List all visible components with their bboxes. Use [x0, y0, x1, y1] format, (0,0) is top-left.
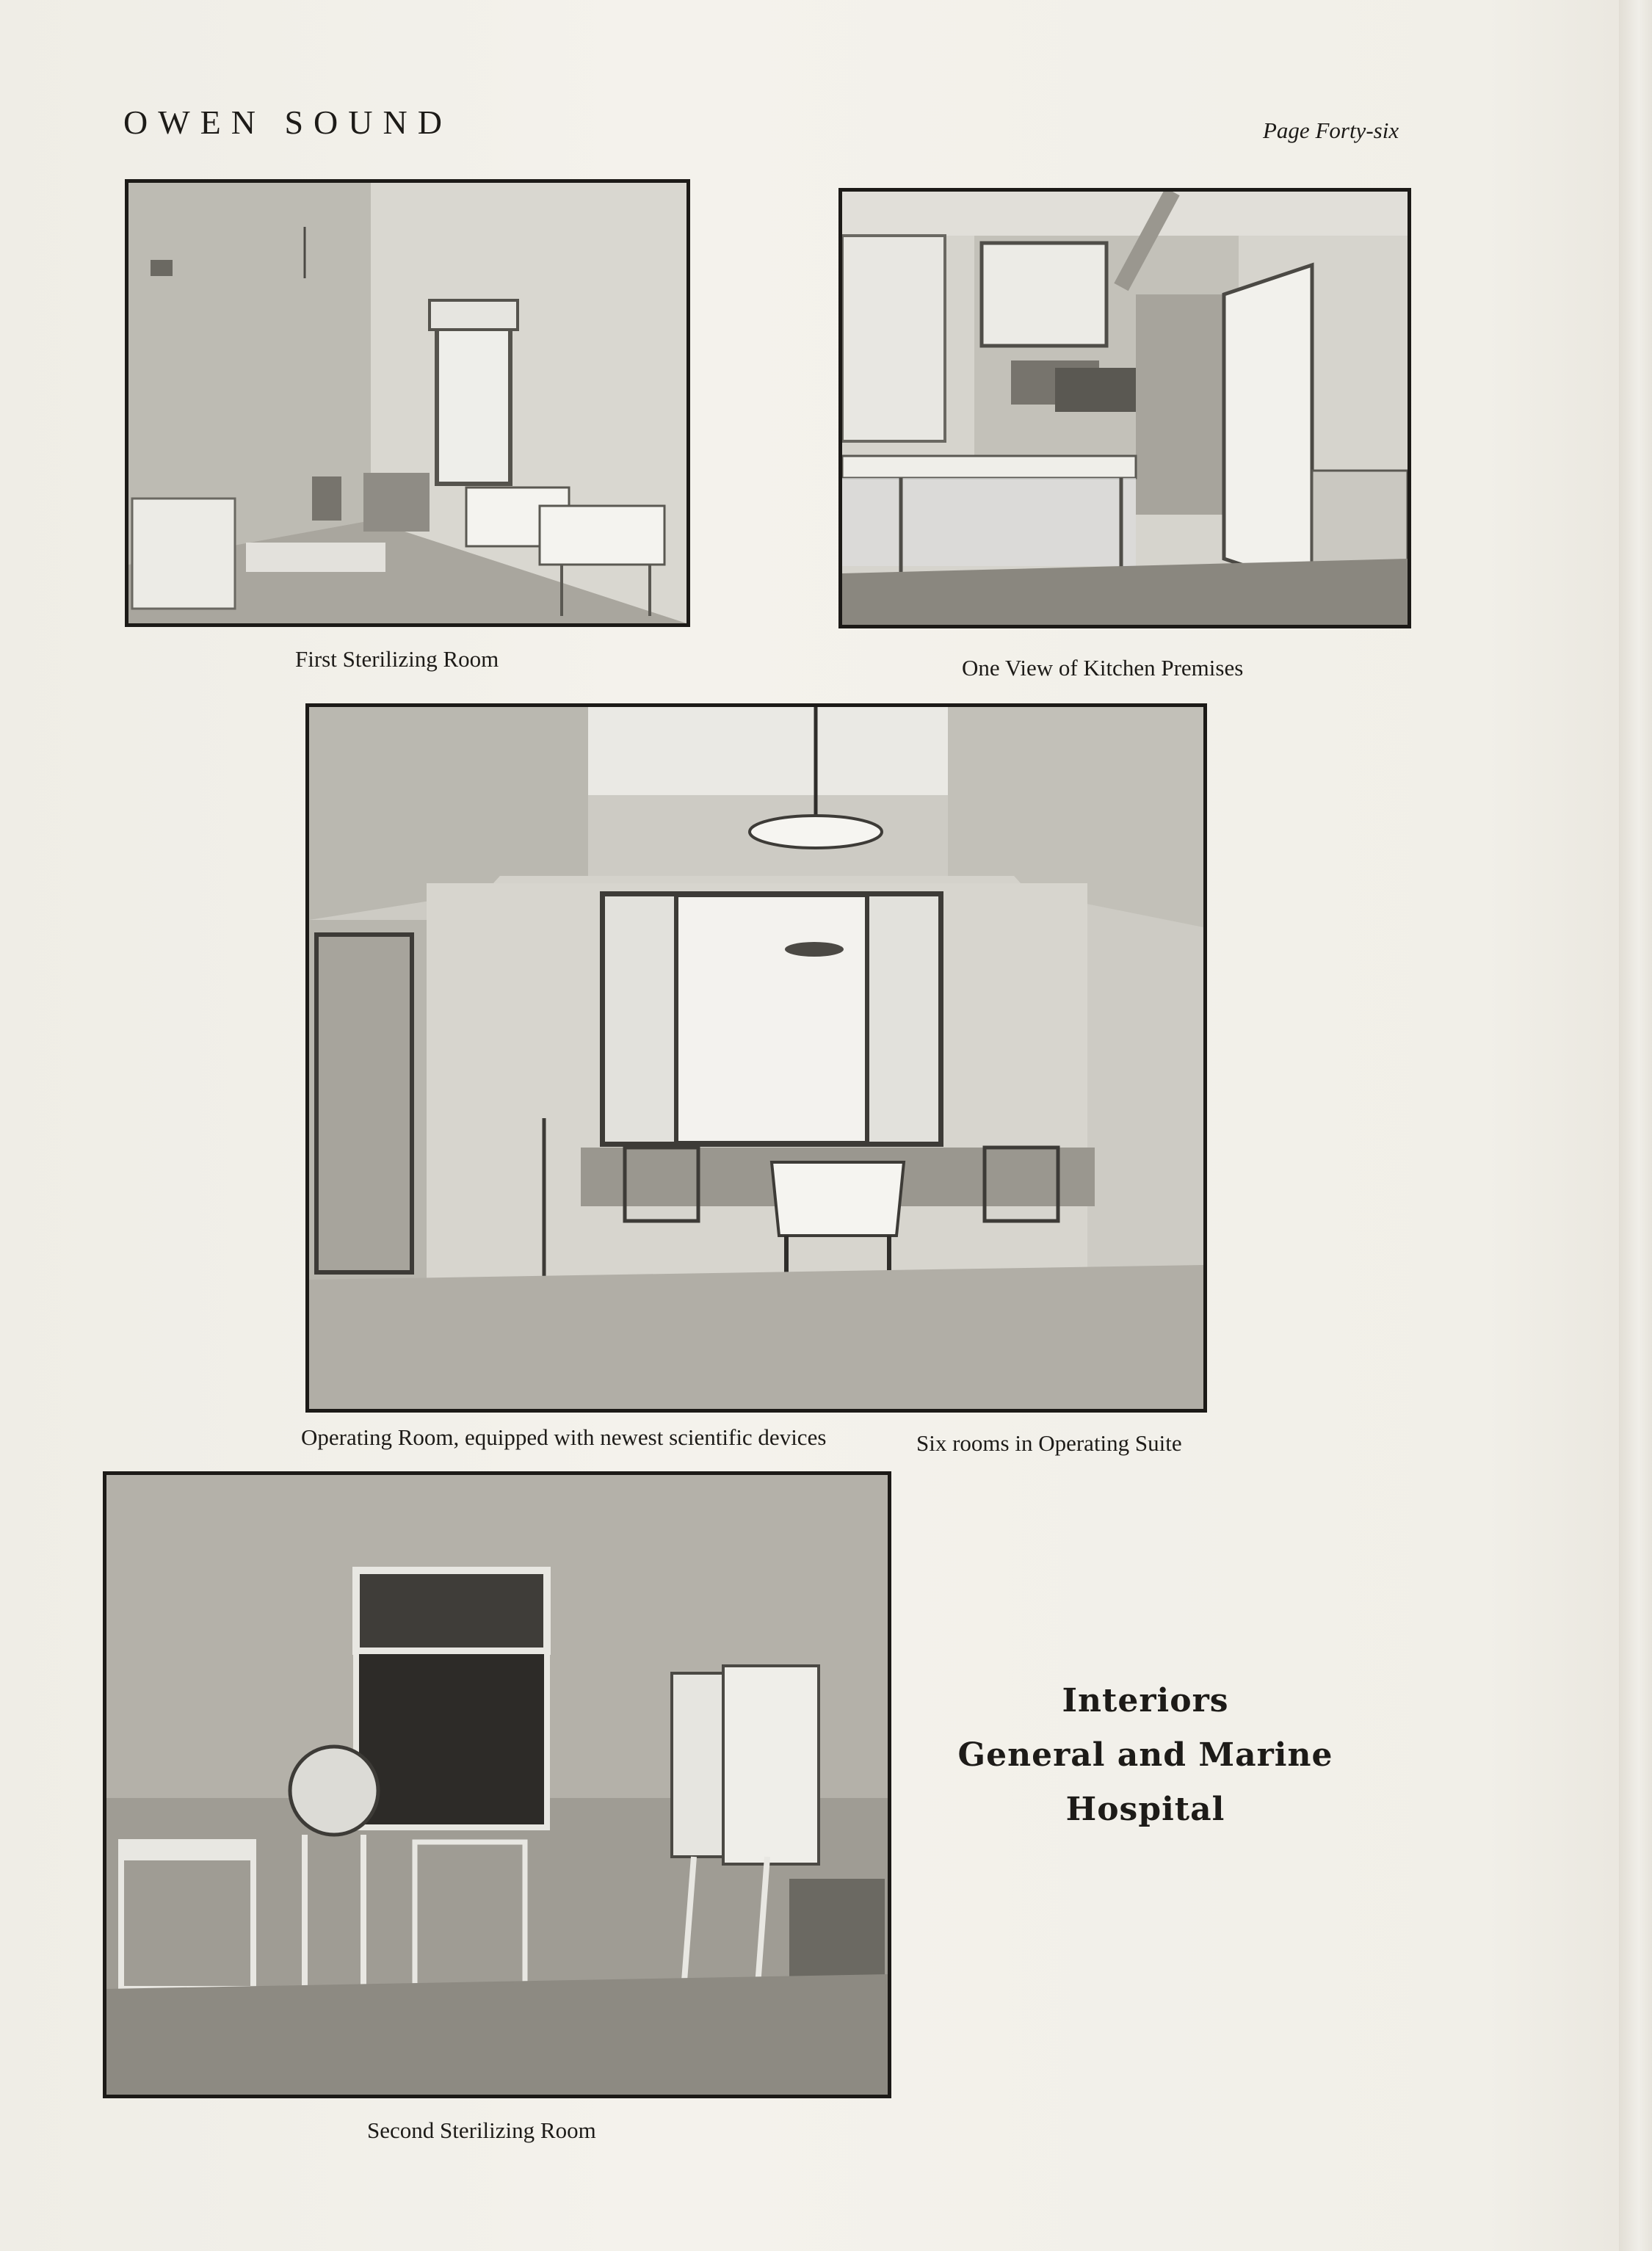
photo-second-sterilizing-room	[103, 1471, 891, 2098]
section-title-line-3: Hospital	[1065, 1791, 1225, 1828]
section-title	[954, 1674, 1336, 1837]
section-title-line-1: Interiors	[1062, 1682, 1229, 1719]
caption-operating-suite: Six rooms in Operating Suite	[916, 1430, 1182, 1456]
caption-operating-room: Operating Room, equipped with newest scientific devices	[301, 1424, 827, 1450]
caption-second-sterilizing-room: Second Sterilizing Room	[367, 2117, 596, 2143]
photo-operating-room	[305, 703, 1207, 1413]
page-gutter	[1619, 0, 1652, 2251]
section-title-line-2: General and Marine	[957, 1736, 1333, 1774]
photo-kitchen-premises	[838, 188, 1411, 628]
caption-first-sterilizing-room: First Sterilizing Room	[295, 646, 499, 672]
caption-kitchen-premises: One View of Kitchen Premises	[962, 655, 1244, 681]
running-title: OWEN SOUND	[123, 104, 452, 141]
page-number: Page Forty-six	[1263, 117, 1399, 143]
photo-first-sterilizing-room	[125, 179, 690, 627]
